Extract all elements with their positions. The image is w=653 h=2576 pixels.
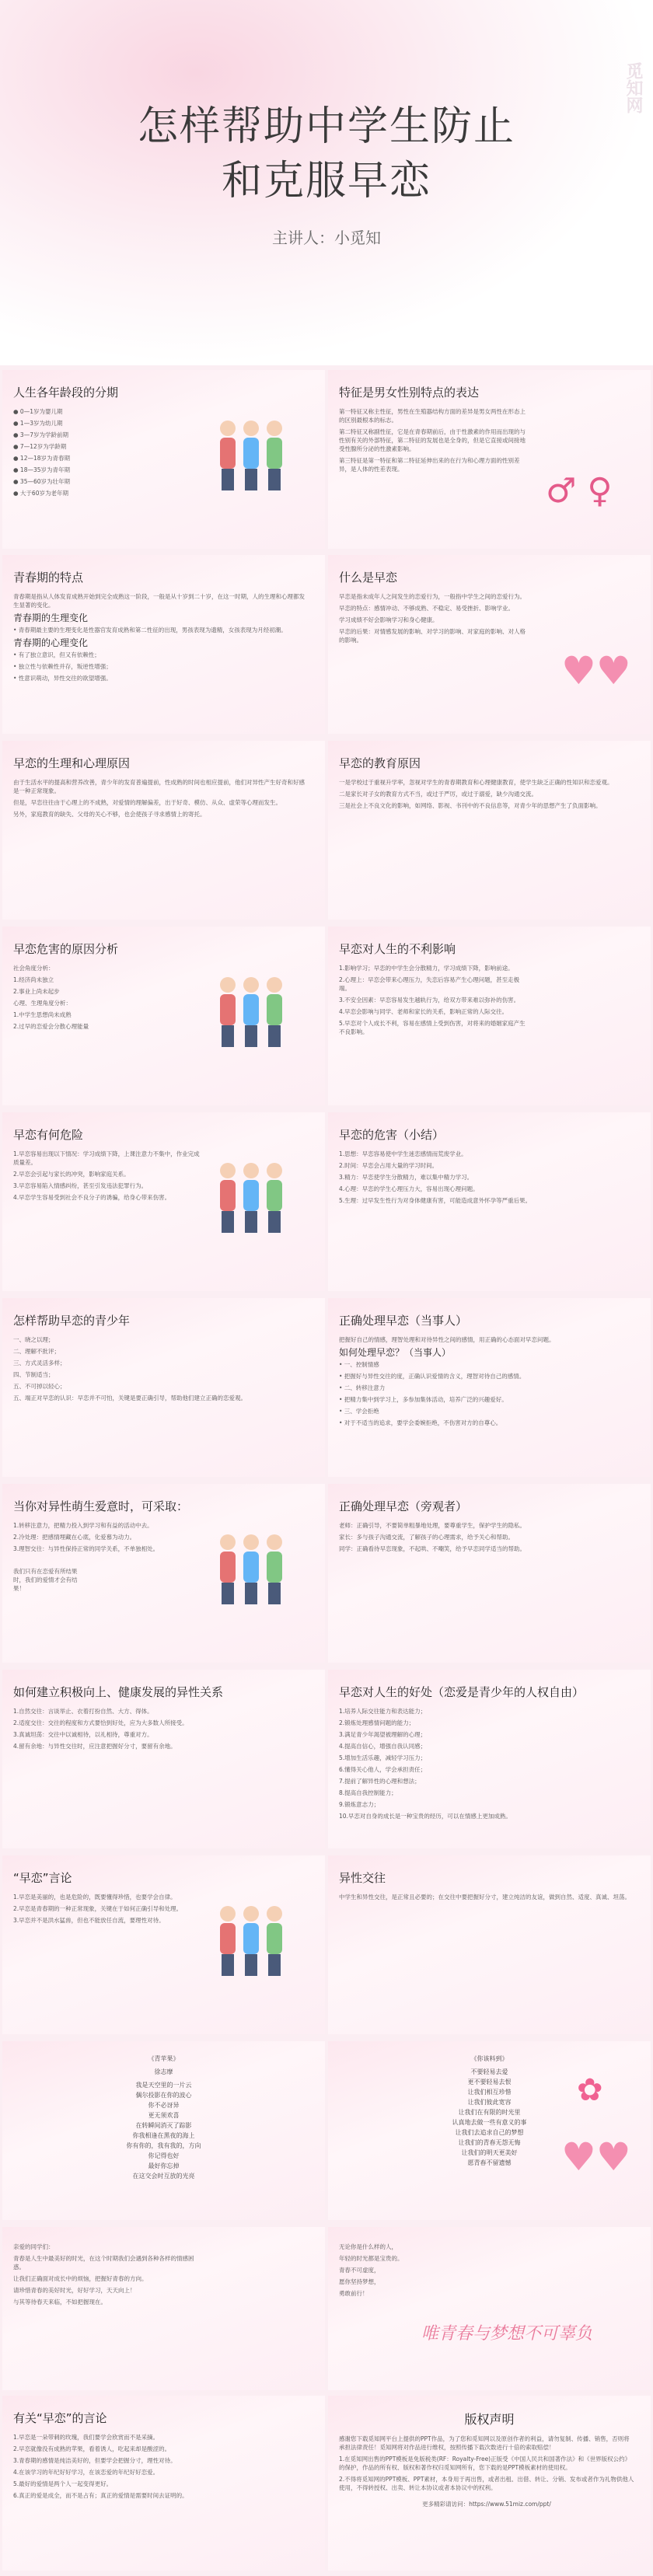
body-text: 亲爱的同学们：: [13, 2243, 54, 2250]
section-heading: 青春期的生理变化: [13, 613, 89, 623]
caption-text: 我们只有在恋爱有所结果时，我们的爱情才会有结果！: [13, 1568, 78, 1592]
body-text: 5.生理：过早发生性行为对身体健康有害，可能造成意外怀孕等严重后果。: [339, 1197, 532, 1204]
body-text: 1.培养人际交往能力和表达能力；: [339, 1708, 427, 1715]
body-text: 心理、生理角度分析：: [13, 1000, 72, 1007]
body-text: • 把握好与异性交往的度，正确认识爱情的含义，理智对待自己的感情。: [339, 1373, 526, 1380]
body-text: 5.早恋对个人成长不利，容易在感情上受到伤害，对将来的婚姻家庭产生不良影响。: [339, 1020, 526, 1035]
gender-symbols-icon: ♂ ♀: [546, 471, 613, 511]
slide-7: [2, 927, 325, 1105]
slide-title: 特征是男女性别特点的表达: [339, 386, 480, 400]
body-text: 但是，早恋往往由于心理上的不成熟，对爱情的理解偏差，出于好奇、模仿、从众、虚荣等心理而发生。: [13, 799, 281, 806]
slide-title: 早恋对人生的不利影响: [339, 942, 456, 956]
body-text: • 把精力集中到学习上，多参加集体活动，培养广泛的兴趣爱好。: [339, 1396, 508, 1403]
poem-line: 你有你的，我有我的，方向: [126, 2142, 201, 2149]
slide-19: [2, 2041, 325, 2220]
slide-title: 有关“早恋”的言论: [13, 2411, 107, 2425]
body-text: 2.早恋是青春期的一种正常现象，关键在于如何正确引导和处理。: [13, 1905, 183, 1912]
copyright-title: 版权声明: [464, 2412, 515, 2427]
body-text: 请珍惜青春的美好时光，好好学习，天天向上！: [13, 2287, 136, 2294]
slide-14: [328, 1484, 651, 1663]
body-text: 2.冷处理：把感情埋藏在心底，化爱慕为动力。: [13, 1534, 136, 1541]
slide-body: [13, 407, 200, 501]
poem-line: 更无须欢喜: [148, 2112, 180, 2119]
body-text: 愿你坚持梦想，: [339, 2278, 380, 2285]
slide-body: [339, 778, 634, 813]
body-text: 9.锻炼意志力；: [339, 1801, 380, 1808]
slide-title: 早恋危害的原因分析: [13, 942, 119, 956]
body-text: 3.满足青少年渴望被理解的心理；: [339, 1731, 427, 1738]
body-text: 1.早恋容易出现以下情况：学习成绩下降，上课注意力不集中，作业完成质量差。: [13, 1150, 200, 1166]
art-text: 唯青春与梦想不可辜负: [421, 2324, 593, 2344]
body-text: 5.最好的爱情是两个人一起变得更好。: [13, 2480, 113, 2487]
slide-body: [13, 2243, 200, 2309]
body-text: 4.心理：早恋的学生心理压力大，容易出现心理问题。: [339, 1185, 479, 1192]
body-text: 2.锻炼处理感情问题的能力；: [339, 1719, 415, 1726]
footer-text: 更多精彩请访问：https://www.51miz.com/ppt/: [422, 2501, 551, 2508]
body-text: 社会角度分析：: [13, 965, 54, 972]
cover-presenter: 主讲人：小觅知: [272, 229, 381, 247]
poem-line: 愿青春不留遗憾: [467, 2159, 512, 2166]
people-illustration: [212, 1523, 306, 1611]
poem-line: 你记得也好: [148, 2152, 180, 2159]
slide-8: [328, 927, 651, 1105]
body-text: 4.留有余地：与异性交往时，应注意把握好分寸，要留有余地。: [13, 1743, 176, 1750]
slide-20: [328, 2041, 651, 2220]
body-text: 10.早恋对自身的成长是一种宝贵的经历，可以在情感上更加成熟。: [339, 1813, 512, 1820]
body-text: 年轻的时光都是宝贵的。: [339, 2255, 403, 2262]
poem-line: 让我们的青春无怨无悔: [458, 2139, 521, 2146]
body-text: 7.提前了解异性的心理和想法；: [339, 1778, 421, 1785]
body-text: 2.心理上：早恋会带来心理压力，失恋后容易产生心理问题，甚至走极端。: [339, 976, 520, 992]
slide-5: [2, 741, 325, 920]
slide-title: 正确处理早恋（当事人）: [339, 1314, 468, 1328]
slide-title: 怎样帮助早恋的青少年: [13, 1314, 131, 1328]
slide-13: [2, 1484, 325, 1663]
slide-title: 早恋的危害（小结）: [339, 1128, 445, 1142]
poem-title: 《青苹果》: [148, 2055, 180, 2062]
body-text: 3.不安全因素：早恋容易发生越轨行为，给双方带来难以弥补的伤害。: [339, 997, 520, 1004]
body-text: 6.真正的爱是成全，而不是占有；真正的爱情是需要时间去证明的。: [13, 2492, 188, 2499]
slide-15: [2, 1670, 325, 1848]
body-text: 3.早恋容易陷入情感纠纷，甚至引发违法犯罪行为。: [13, 1182, 148, 1189]
slide-title: 异性交往: [339, 1871, 386, 1885]
body-text: 青春不可虚度，: [339, 2267, 380, 2274]
slide-10: [328, 1112, 651, 1291]
poem-line: 让我们彼此宽容: [467, 2099, 512, 2106]
slide-9: [2, 1112, 325, 1291]
body-text: 早恋的特点：感情冲动、不够成熟、不稳定、易受挫折、影响学业。: [339, 605, 514, 612]
body-text: 2.适度交往：交往的程度和方式要恰到好处，应为大多数人所接受。: [13, 1719, 188, 1726]
body-text: • 对于不适当的追求，要学会委婉拒绝，不伤害对方的自尊心。: [339, 1419, 502, 1426]
body-text: 一是学校过于重视升学率，忽视对学生的青春期教育和心理健康教育，使学生缺乏正确的性知识和恋爱观。: [339, 779, 613, 786]
slide-body: [339, 1707, 634, 1824]
poem-line: 偶尔投影在你的波心: [135, 2092, 192, 2099]
slide-body: [13, 1707, 309, 1754]
slide-body: [339, 1893, 634, 1904]
poem-line: 你不必讶异: [148, 2102, 180, 2109]
body-text: 1.思想：早恋容易使中学生迷恋感情而荒废学业。: [339, 1150, 467, 1157]
slide-title: 早恋对人生的好处（恋爱是青少年的人权自由）: [339, 1685, 585, 1699]
body-text: 把握好自己的情感，理智处理和对待异性之间的感情，用正确的心态面对早恋问题。: [339, 1336, 555, 1343]
slide-6: [328, 741, 651, 920]
flower-icon: ✿: [577, 2072, 603, 2108]
body-text: 6.懂得关心他人，学会承担责任；: [339, 1766, 427, 1773]
body-text: • 二、转移注意力: [339, 1384, 386, 1391]
body-text: 4.在该学习的年纪好好学习，在该恋爱的年纪好好恋爱。: [13, 2469, 159, 2476]
body-text: • 性意识萌动，异性交往的欲望增强。: [13, 675, 112, 682]
body-text: 2.早恋会引起与家长的冲突，影响家庭关系。: [13, 1171, 130, 1178]
body-text: 3.真诚坦荡：交往中以诚相待，以礼相待，尊重对方。: [13, 1731, 153, 1738]
people-illustration: [212, 1151, 306, 1240]
slide-title: 当你对异性萌生爱意时，可采取：: [13, 1499, 189, 1513]
poem-line: 不要轻易去爱: [470, 2068, 508, 2075]
body-text: 第三特征是第一特征和第二特征延伸出来的在行为和心理方面的性别差异，是人体的性差表现。: [339, 457, 520, 473]
slide-4: [328, 555, 651, 734]
body-text: 五、不可掉以轻心；: [13, 1383, 66, 1390]
poem-author: 徐志摩: [154, 2068, 173, 2075]
poem-line: 在这交会时互放的光亮: [132, 2173, 195, 2180]
body-text: 无论你是什么样的人，: [339, 2243, 397, 2250]
slide-body: [13, 778, 309, 822]
body-text: • 一、控制情感: [339, 1361, 379, 1368]
slide-22: [328, 2227, 651, 2390]
slide-18: [328, 1855, 651, 2034]
body-text: 3.青春期的感情是纯洁美好的，但要学会把握分寸，理性对待。: [13, 2457, 176, 2464]
poem-line: 让我们相互珍惜: [467, 2089, 512, 2096]
slide-body: [13, 1893, 200, 1928]
body-text: ● 7—12岁为学龄期: [13, 443, 67, 450]
slide-body: [13, 964, 200, 1034]
heart-icon: ♥♥: [561, 2134, 631, 2180]
body-text: 二是家长对子女的教育方式不当，或过于严厉，或过于溺爱，缺少沟通交流。: [339, 791, 537, 798]
body-text: 三是社会上不良文化的影响，如网络、影视、书刊中的不良信息等，对青少年的思想产生了负面影响。: [339, 802, 602, 809]
slide-body: [339, 964, 526, 1039]
slide-body: [13, 1335, 309, 1405]
slide-title: 人生各年龄段的分期: [13, 386, 119, 400]
poem-line: 让我们在有限的时光里: [458, 2109, 521, 2116]
slide-body: [339, 407, 526, 476]
slide-3: [2, 555, 325, 734]
slide-body: [13, 1150, 200, 1205]
section-heading: 如何处理早恋？（当事人）: [339, 1347, 452, 1358]
body-text: • 青春期最主要的生理变化是性器官发育成熟和第二性征的出现，男孩表现为遗精，女孩表现为月经初潮。: [13, 627, 287, 634]
poem-line: 认真地去做一些有意义的事: [452, 2119, 527, 2126]
body-text: 2.早恋就像没有成熟的苹果，看着诱人，吃起来却是酸涩的。: [13, 2445, 171, 2452]
slide-title: 如何建立积极向上、健康发展的异性关系: [13, 1685, 224, 1699]
watermark: 觅知网: [623, 62, 643, 113]
poem-line: 让我们的明天更美好: [461, 2149, 518, 2156]
body-text: 早恋是指未成年人之间发生的恋爱行为，一般指中学生之间的恋爱行为。: [339, 593, 526, 600]
slide-body: [339, 1335, 634, 1430]
body-text: • 三、学会拒绝: [339, 1408, 379, 1415]
body-text: 1.转移注意力，把精力投入到学习和有益的活动中去。: [13, 1522, 153, 1529]
body-text: 1.在觅知网出售的PPT模板是免版税类(RF：Royalty-Free)正版受《中国人民共和国著作法》和《世界版权公约》的保护，作品的所有权、版权和著作权归觅知网所有，您下载的是PPT模板素材的使用权。: [339, 2456, 631, 2471]
poem-line: 更不要轻易去恨: [467, 2079, 512, 2086]
body-text: 另外，家庭教育的缺失、父母的关心不够，也会使孩子寻求感情上的寄托。: [13, 811, 206, 818]
people-illustration: [212, 1894, 306, 1983]
body-text: 1.自然交往：言谈举止、衣着打扮自然、大方、得体。: [13, 1708, 153, 1715]
slide-body: [13, 2433, 309, 2503]
body-text: 勇敢前行！: [339, 2290, 368, 2297]
poem: [2, 2054, 325, 2181]
slide-title: 正确处理早恋（旁观者）: [339, 1499, 468, 1513]
body-text: 第二特征又称副性征，它是在青春期前后，由于性激素的作用而出现的与性别有关的外部特征，第二特征的发展也是全身的，但是它直接或间接地受性腺所分泌的性激素影响。: [339, 428, 526, 452]
body-text: 1.早恋是美丽的，也是危险的，既要懂得珍惜，也要学会自律。: [13, 1894, 176, 1901]
body-text: 四、节制适当；: [13, 1371, 54, 1378]
body-text: 三、方式灵活多样；: [13, 1360, 66, 1367]
body-text: 感谢您下载觅知网平台上提供的PPT作品，为了您和觅知网以及原创作者的利益，请勿复制、传播、销售，否则将承担法律责任！觅知网将对作品进行维权，按照传播下载次数进行十倍的索取赔偿！: [339, 2435, 630, 2451]
body-text: 二、理解不批评；: [13, 1348, 60, 1355]
cover-title-line2: 和克服早恋: [221, 158, 431, 204]
body-text: 青春期是指从人体发育成熟开始到完全成熟这一阶段，一般是从十岁到二十岁，在这一时期，人的生理和心理都发生显著的变化。: [13, 593, 305, 609]
slide-16: [328, 1670, 651, 1848]
body-text: 5.增加生活乐趣，减轻学习压力；: [339, 1754, 427, 1761]
body-text: 与其等待春天来临，不如把握现在。: [13, 2299, 107, 2305]
cover-slide: [0, 0, 653, 365]
poem-line: 最好你忘掉: [148, 2162, 180, 2169]
body-text: 第一特征又称主性征，男性在生殖器结构方面的差异是男女两性在形态上的区别最根本的标志。: [339, 408, 526, 424]
body-text: 1.早恋是一朵带刺的玫瑰，我们要学会欣赏而不是采摘。: [13, 2434, 159, 2441]
body-text: 让我们正确面对成长中的烦恼，把握好青春的方向。: [13, 2275, 148, 2282]
slide-title: 早恋的生理和心理原因: [13, 756, 131, 770]
body-text: • 有了独立意识，但又有依赖性；: [13, 651, 100, 658]
body-text: 中学生和异性交往，是正常且必要的；在交往中要把握好分寸，建立纯洁的友谊，做到自然、适度、真诚、坦荡。: [339, 1894, 630, 1901]
slide-body: [339, 592, 526, 647]
body-text: 2.事业上尚未起步: [13, 988, 60, 995]
slide-body: [339, 1521, 634, 1556]
slide-body: [339, 1150, 634, 1208]
body-text: 家长：多与孩子沟通交流，了解孩子的心理需求，给予关心和帮助。: [339, 1534, 514, 1541]
slide-12: [328, 1298, 651, 1477]
people-illustration: [212, 409, 306, 497]
body-text: ● 12—18岁为青春期: [13, 455, 71, 462]
body-text: 2.不得将觅知网的PPT模板、PPT素材，本身用于再出售，或者出租、出借、转让、分销、发布或者作为礼物供他人使用，不得转授权、出卖、转让本协议或者本协议中的权利。: [339, 2476, 634, 2491]
body-text: ● 大于60岁为老年期: [13, 490, 68, 497]
slide-body: [339, 2243, 634, 2301]
slide-2: [328, 370, 651, 549]
body-text: 4.早恋会影响与同学、老师和家长的关系，影响正常的人际交往。: [339, 1008, 508, 1015]
slide-body: [339, 2435, 634, 2511]
slide-title: “早恋”言论: [13, 1871, 72, 1885]
slide-1: [2, 370, 325, 549]
body-text: 2.过早的恋爱会分散心理能量: [13, 1023, 89, 1030]
body-text: 青春是人生中最美好的时光，在这个时期我们会遇到各种各样的情感困惑。: [13, 2255, 194, 2271]
body-text: 学习成绩不好会影响学习和身心健康。: [339, 616, 438, 623]
body-text: 1.中学生思想尚未成熟: [13, 1011, 72, 1018]
heart-icon: ♥♥: [561, 648, 631, 693]
body-text: • 独立性与依赖性并存，叛逆性增强；: [13, 663, 112, 670]
body-text: 一、晓之以理；: [13, 1336, 54, 1343]
body-text: ● 1—3岁为幼儿期: [13, 420, 63, 427]
cover-title-line1: 怎样帮助中学生防止: [137, 103, 515, 150]
section-heading: 青春期的心理变化: [13, 637, 89, 648]
poem-line: 让我们去追求自己的梦想: [455, 2129, 524, 2136]
body-text: 3.早恋并不是洪水猛兽，但也不能放任自流，要理性对待。: [13, 1917, 165, 1924]
body-text: ● 35—60岁为壮年期: [13, 478, 71, 485]
body-text: 3.理智交往：与异性保持正常的同学关系，不单独相处。: [13, 1545, 159, 1552]
slide-title: 什么是早恋: [339, 571, 398, 585]
body-text: ● 18—35岁为青年期: [13, 466, 71, 473]
slide-17: [2, 1855, 325, 2034]
poem-title: 《你该料到》: [470, 2055, 508, 2062]
slide-24: [328, 2396, 651, 2571]
poem-line: 在转瞬间消灭了踪影: [135, 2122, 192, 2129]
people-illustration: [212, 965, 306, 1054]
body-text: 五、端正对早恋的认识：早恋并不可怕，关键是要正确引导，帮助他们建立正确的恋爱观。: [13, 1394, 246, 1401]
body-text: 2.时间：早恋会占用大量的学习时间。: [339, 1162, 438, 1169]
body-text: 4.早恋学生容易受到社会不良分子的诱骗，给身心带来伤害。: [13, 1194, 171, 1201]
body-text: 同学：正确看待早恋现象，不起哄、不嘲笑，给予早恋同学适当的帮助。: [339, 1545, 526, 1552]
slide-21: [2, 2227, 325, 2390]
body-text: 4.提高自信心，增强自我认同感；: [339, 1743, 427, 1750]
slide-title: 青春期的特点: [13, 571, 84, 585]
slide-11: [2, 1298, 325, 1477]
body-text: ● 0—1岁为婴儿期: [13, 408, 63, 415]
slide-23: [2, 2396, 325, 2571]
body-text: 由于生活水平的提高和营养改善，青少年的发育普遍提前，性成熟的时间也相应提前，他们对异性产生好奇和好感是一种正常现象。: [13, 779, 305, 794]
body-text: 1.影响学习；早恋的中学生会分散精力，学习成绩下降，影响前途。: [339, 965, 514, 972]
body-text: 老师：正确引导，不要简单粗暴地处理，要尊重学生，保护学生的隐私。: [339, 1522, 526, 1529]
slide-body: [13, 1521, 200, 1596]
body-text: ● 3—7岁为学龄前期: [13, 431, 68, 438]
body-text: 1.经济尚未独立: [13, 976, 54, 983]
body-text: 3.精力：早恋使学生分散精力，难以集中精力学习。: [339, 1174, 473, 1181]
body-text: 8.提高自我控制能力；: [339, 1789, 397, 1796]
body-text: 早恋的后果：对情感发展的影响、对学习的影响、对家庭的影响、对人格的影响。: [339, 628, 526, 644]
slide-title: 早恋有何危险: [13, 1128, 84, 1142]
poem-line: 我是天空里的一片云: [135, 2082, 192, 2089]
poem-line: 你我相逢在黑夜的海上: [132, 2132, 195, 2139]
slide-title: 早恋的教育原因: [339, 756, 421, 770]
slide-body: [13, 592, 309, 686]
